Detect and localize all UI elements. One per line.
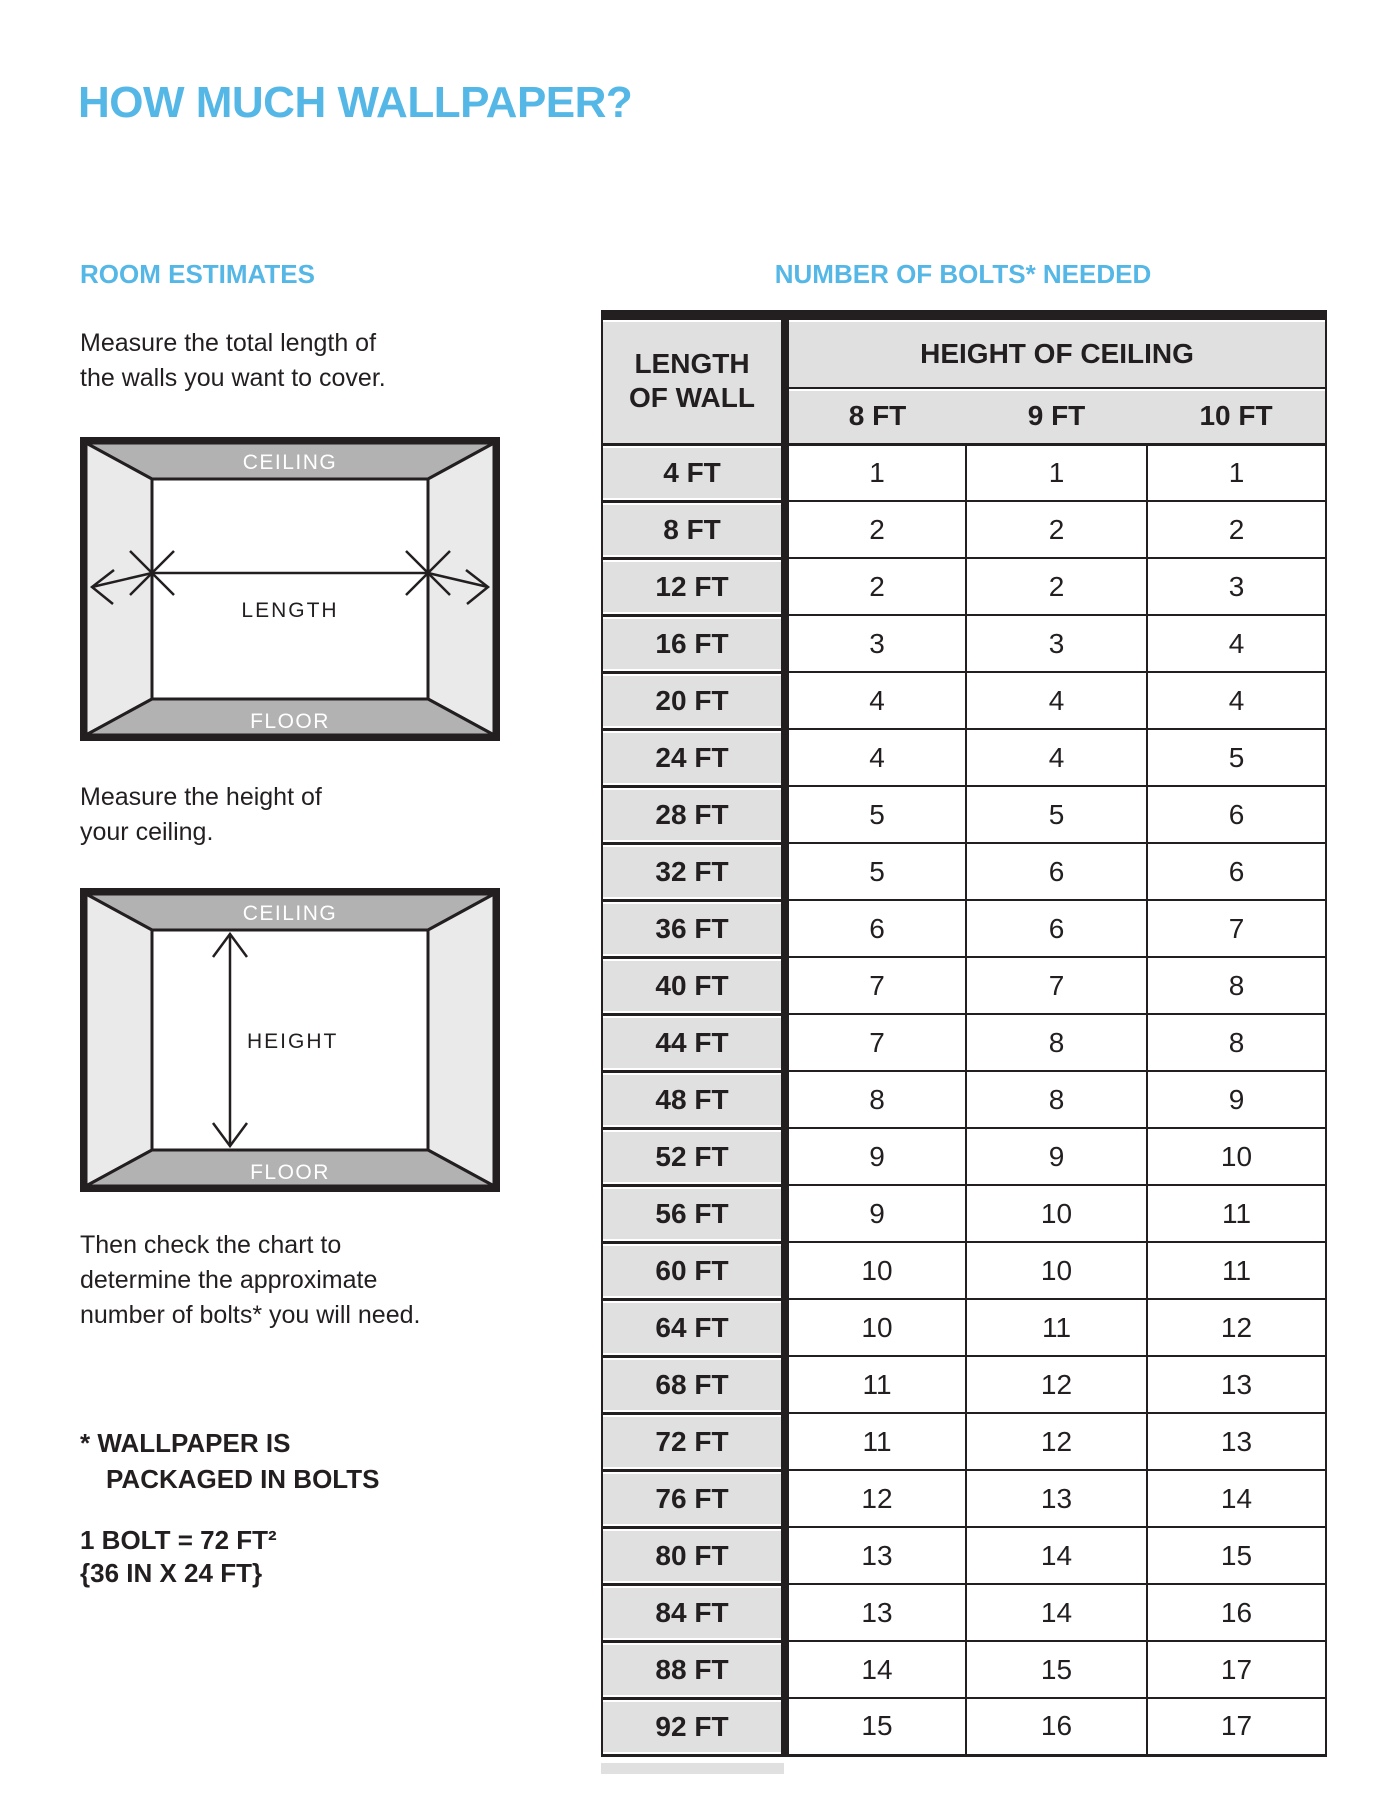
floor-label: FLOOR (250, 710, 330, 733)
wall-length-cell: 76 FT (602, 1470, 785, 1527)
table-row (602, 1527, 1326, 1584)
bolt-count-cell: 15 (966, 1641, 1147, 1698)
instruction-line: your ceiling. (80, 818, 214, 846)
room-height-diagram (80, 888, 500, 1192)
table-row (602, 672, 1326, 729)
bolt-count-cell: 5 (785, 843, 966, 900)
bolt-count-cell: 2 (785, 558, 966, 615)
wall-length-cell: 28 FT (602, 786, 785, 843)
bolt-count-cell: 15 (1147, 1527, 1326, 1584)
table-row (602, 1584, 1326, 1641)
bolt-count-cell: 6 (1147, 843, 1326, 900)
floor-label: FLOOR (250, 1161, 330, 1184)
bolt-count-cell: 7 (785, 957, 966, 1014)
table-row (602, 1014, 1326, 1071)
ceiling-label: CEILING (242, 451, 338, 474)
column-header-10ft: 10 FT (1147, 388, 1326, 444)
bolt-count-cell: 6 (966, 843, 1147, 900)
table-footer-strip (601, 1763, 784, 1774)
footnote-line: * WALLPAPER IS (80, 1428, 291, 1458)
wall-length-cell: 88 FT (602, 1641, 785, 1698)
wall-length-cell: 24 FT (602, 729, 785, 786)
bolt-count-cell: 7 (966, 957, 1147, 1014)
bolt-count-cell: 11 (785, 1413, 966, 1470)
bolt-count-cell: 10 (1147, 1128, 1326, 1185)
bolt-size-note (80, 1524, 277, 1590)
bolts-needed-heading: NUMBER OF BOLTS* NEEDED (774, 259, 1152, 289)
bolt-count-cell: 13 (1147, 1413, 1326, 1470)
bolt-count-cell: 4 (966, 729, 1147, 786)
table-row (602, 1185, 1326, 1242)
bolts-table (601, 310, 1327, 1757)
bolt-count-cell: 16 (966, 1698, 1147, 1755)
table-row (602, 957, 1326, 1014)
bolt-count-cell: 11 (1147, 1185, 1326, 1242)
ceiling-label: CEILING (242, 902, 338, 925)
table-row (602, 501, 1326, 558)
table-row (602, 1128, 1326, 1185)
bolt-count-cell: 13 (1147, 1356, 1326, 1413)
bolt-count-cell: 4 (785, 672, 966, 729)
bolt-count-cell: 10 (785, 1299, 966, 1356)
bolt-count-cell: 17 (1147, 1698, 1326, 1755)
table-row (602, 786, 1326, 843)
bolt-count-cell: 5 (1147, 729, 1326, 786)
bolt-count-cell: 10 (785, 1242, 966, 1299)
instruction-line: Measure the height of (80, 783, 322, 811)
table-row (602, 1470, 1326, 1527)
bolt-count-cell: 10 (966, 1242, 1147, 1299)
bolt-count-cell: 12 (966, 1356, 1147, 1413)
table-row (602, 444, 1326, 501)
table-header (602, 315, 1326, 444)
wall-length-cell: 56 FT (602, 1185, 785, 1242)
bolt-count-cell: 5 (785, 786, 966, 843)
length-label: LENGTH (241, 599, 339, 622)
wall-length-cell: 20 FT (602, 672, 785, 729)
room-length-diagram (80, 437, 500, 741)
table-row (602, 843, 1326, 900)
bolt-count-cell: 2 (1147, 501, 1326, 558)
bolt-count-cell: 12 (966, 1413, 1147, 1470)
height-of-ceiling-header: HEIGHT OF CEILING (785, 315, 1326, 388)
instruction-line: number of bolts* you will need. (80, 1301, 421, 1329)
wall-length-cell: 52 FT (602, 1128, 785, 1185)
bolt-count-cell: 9 (785, 1128, 966, 1185)
bolt-count-cell: 8 (1147, 1014, 1326, 1071)
bolt-count-cell: 15 (785, 1698, 966, 1755)
bolt-count-cell: 6 (1147, 786, 1326, 843)
table-row (602, 1641, 1326, 1698)
bolt-count-cell: 1 (785, 444, 966, 501)
wall-length-cell: 64 FT (602, 1299, 785, 1356)
bolt-count-cell: 8 (1147, 957, 1326, 1014)
bolt-count-cell: 2 (966, 501, 1147, 558)
table-body (602, 444, 1326, 1755)
wall-length-cell: 80 FT (602, 1527, 785, 1584)
bolt-count-cell: 13 (785, 1527, 966, 1584)
instruction-line: the walls you want to cover. (80, 364, 386, 392)
bolt-count-cell: 13 (785, 1584, 966, 1641)
table-row (602, 1299, 1326, 1356)
bolt-count-cell: 8 (966, 1071, 1147, 1128)
bolt-count-cell: 12 (785, 1470, 966, 1527)
table-row (602, 1356, 1326, 1413)
bolt-count-cell: 5 (966, 786, 1147, 843)
bolt-dimensions: {36 IN X 24 FT} (80, 1558, 263, 1588)
wall-length-cell: 48 FT (602, 1071, 785, 1128)
table-row (602, 1698, 1326, 1755)
page-title: HOW MUCH WALLPAPER? (78, 78, 633, 127)
bolt-count-cell: 3 (966, 615, 1147, 672)
bolt-count-cell: 1 (1147, 444, 1326, 501)
column-header-9ft: 9 FT (966, 388, 1147, 444)
wall-length-cell: 32 FT (602, 843, 785, 900)
instruction-line: Then check the chart to (80, 1231, 342, 1259)
wall-length-cell: 16 FT (602, 615, 785, 672)
bolt-count-cell: 10 (966, 1185, 1147, 1242)
bolt-count-cell: 9 (785, 1185, 966, 1242)
bolt-count-cell: 12 (1147, 1299, 1326, 1356)
right-wall (428, 894, 494, 1186)
column-header-8ft: 8 FT (785, 388, 966, 444)
bolt-count-cell: 8 (785, 1071, 966, 1128)
table-row (602, 558, 1326, 615)
back-wall (152, 479, 428, 699)
wall-length-cell: 72 FT (602, 1413, 785, 1470)
bolts-footnote (80, 1425, 379, 1497)
wall-length-cell: 60 FT (602, 1242, 785, 1299)
wall-length-cell: 4 FT (602, 444, 785, 501)
bolt-count-cell: 2 (966, 558, 1147, 615)
wall-length-cell: 68 FT (602, 1356, 785, 1413)
wall-length-cell: 12 FT (602, 558, 785, 615)
room-estimates-heading: ROOM ESTIMATES (80, 259, 315, 289)
bolt-count-cell: 6 (785, 900, 966, 957)
bolt-count-cell: 6 (966, 900, 1147, 957)
wall-length-cell: 44 FT (602, 1014, 785, 1071)
bolt-count-cell: 7 (1147, 900, 1326, 957)
wall-length-cell: 92 FT (602, 1698, 785, 1755)
table-row (602, 1242, 1326, 1299)
instruction-check-chart (80, 1228, 420, 1333)
height-label: HEIGHT (247, 1030, 339, 1053)
instruction-line: Measure the total length of (80, 329, 377, 357)
bolt-count-cell: 16 (1147, 1584, 1326, 1641)
bolt-count-cell: 11 (966, 1299, 1147, 1356)
bolt-equation: 1 BOLT = 72 FT² (80, 1525, 277, 1555)
wall-length-cell: 84 FT (602, 1584, 785, 1641)
bolt-count-cell: 4 (1147, 672, 1326, 729)
footnote-line: PACKAGED IN BOLTS (106, 1464, 380, 1494)
bolt-count-cell: 14 (966, 1527, 1147, 1584)
bolt-count-cell: 9 (966, 1128, 1147, 1185)
wall-length-cell: 40 FT (602, 957, 785, 1014)
instruction-line: determine the approximate (80, 1266, 378, 1294)
bolt-count-cell: 4 (1147, 615, 1326, 672)
bolt-count-cell: 2 (785, 501, 966, 558)
table-row (602, 729, 1326, 786)
bolt-count-cell: 11 (1147, 1242, 1326, 1299)
instruction-measure-length (80, 326, 386, 396)
bolt-count-cell: 14 (785, 1641, 966, 1698)
bolt-count-cell: 14 (1147, 1470, 1326, 1527)
bolt-count-cell: 4 (785, 729, 966, 786)
bolt-count-cell: 7 (785, 1014, 966, 1071)
bolt-count-cell: 14 (966, 1584, 1147, 1641)
table-row (602, 1413, 1326, 1470)
table-row (602, 615, 1326, 672)
bolt-count-cell: 13 (966, 1470, 1147, 1527)
length-of-wall-header (602, 315, 785, 444)
header-line: OF WALL (629, 382, 755, 414)
bolt-count-cell: 1 (966, 444, 1147, 501)
header-line: LENGTH (634, 348, 750, 380)
bolt-count-cell: 8 (966, 1014, 1147, 1071)
bolt-count-cell: 17 (1147, 1641, 1326, 1698)
bolt-count-cell: 3 (785, 615, 966, 672)
bolt-count-cell: 3 (1147, 558, 1326, 615)
table-row (602, 900, 1326, 957)
bolt-count-cell: 4 (966, 672, 1147, 729)
table-row (602, 1071, 1326, 1128)
bolt-count-cell: 11 (785, 1356, 966, 1413)
wall-length-cell: 36 FT (602, 900, 785, 957)
left-wall (86, 894, 152, 1186)
wall-length-cell: 8 FT (602, 501, 785, 558)
bolt-count-cell: 9 (1147, 1071, 1326, 1128)
instruction-measure-height (80, 780, 322, 850)
